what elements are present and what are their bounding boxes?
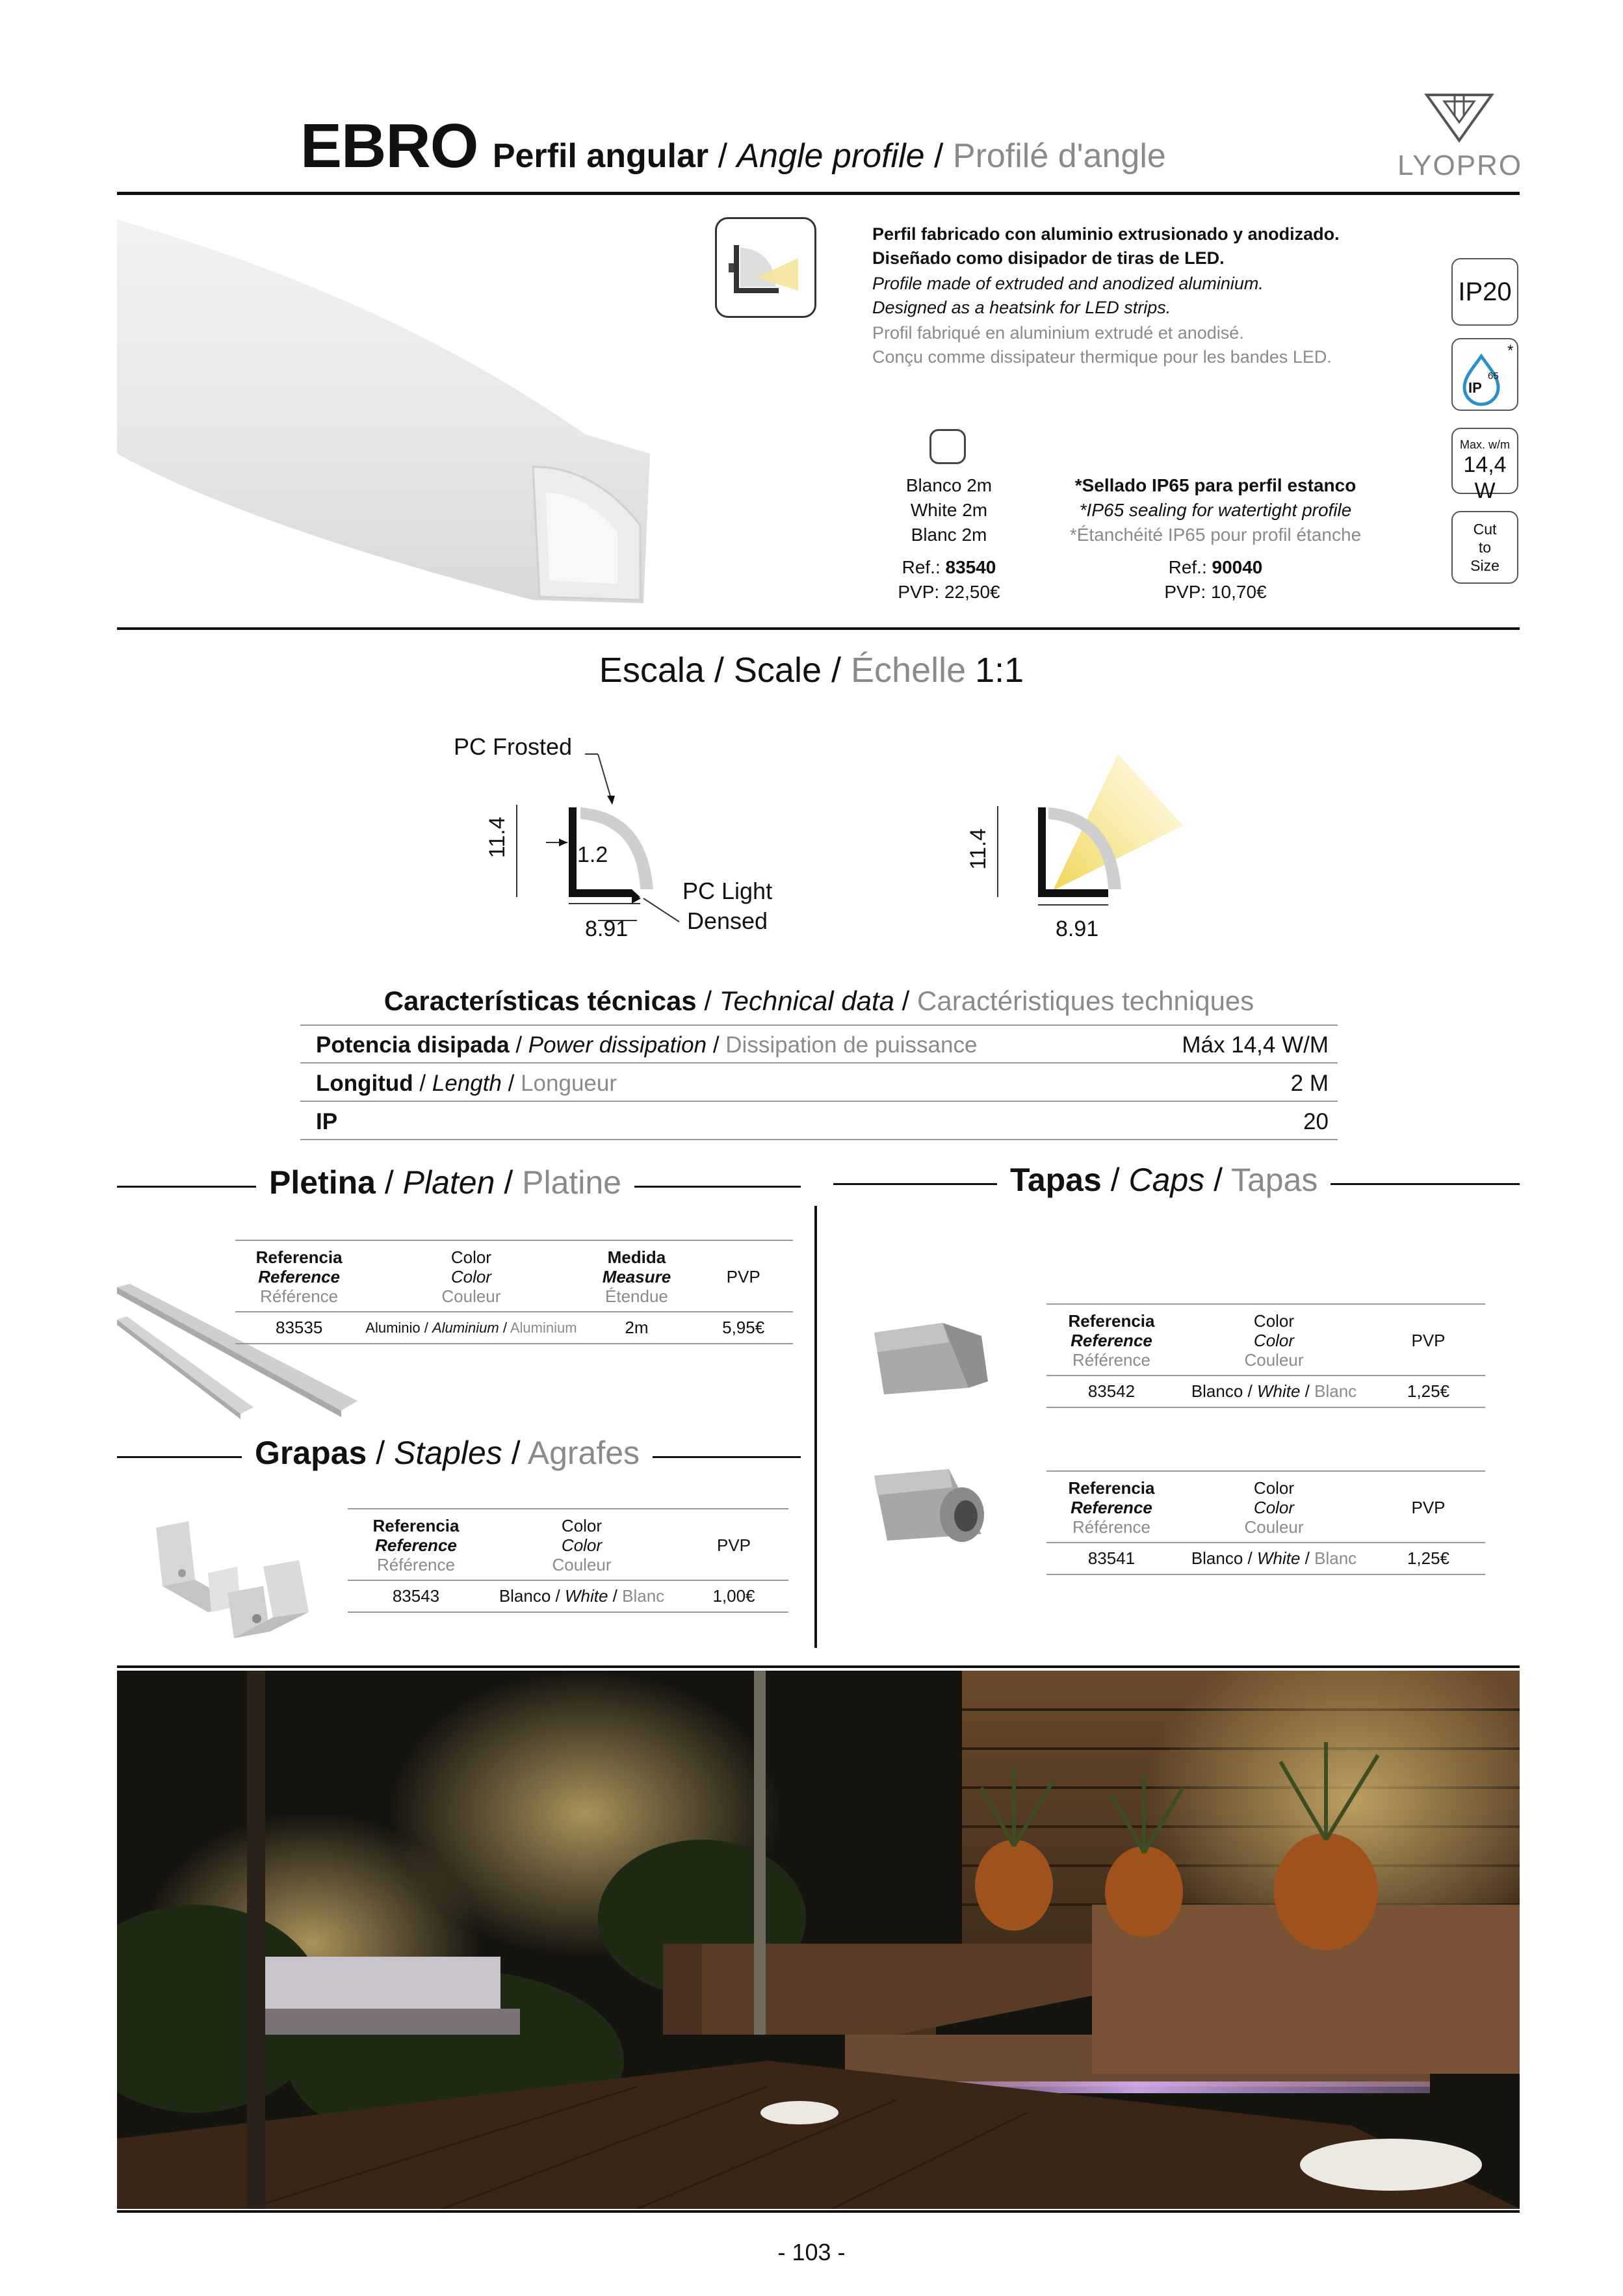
table-header [348,1509,788,1580]
ref-label: Ref.: [902,557,946,577]
desc-es-1: Perfil fabricado con aluminio extrusionado y anodizado. [872,224,1340,244]
table-row: 83543 Blanco / White / Blanc 1,00€ [348,1580,788,1612]
color-es: Blanco 2m [905,475,993,495]
scale-title [0,650,1623,690]
tech-title-fr: Caractéristiques techniques [917,985,1254,1016]
seal-ref: 90040 [1212,557,1263,577]
tech-sep: / [696,985,720,1016]
col-color-fr: Couleur [441,1286,501,1306]
col-color-fr: Couleur [1244,1517,1304,1537]
table-header [1046,1471,1485,1543]
pvp-label: PVP: [1164,582,1211,602]
staples-en: Staples [394,1435,502,1471]
caps-table-1 [1046,1303,1485,1408]
title-fr: Profilé d'angle [952,137,1166,175]
height-dim: 11.4 [485,816,510,858]
scale-ratio: 1:1 [975,651,1024,690]
col-ref-es: Referencia [1068,1311,1155,1331]
ip65-badge [1451,338,1518,411]
seal-es: *Sellado IP65 para perfil estanco [1074,475,1357,495]
product-variant [858,473,1040,605]
col-color-en: Color [1253,1331,1295,1350]
caps-sep: / [1101,1162,1129,1198]
title-sep: / [708,137,737,175]
width-dim-2: 8.91 [1056,917,1099,941]
tech-title-es: Características técnicas [383,985,697,1016]
col-ref-fr: Référence [377,1555,455,1574]
col-ref-en: Reference [375,1535,457,1555]
product-ref: 83540 [945,557,996,577]
cell-color-fr: Blanc [1314,1381,1357,1401]
cut-to-size-badge [1451,511,1518,584]
cell-ref: 83542 [1046,1376,1176,1407]
cut-label-3: Size [1470,557,1500,574]
cell-color-es: Blanco [1191,1548,1243,1568]
tech-value: 20 [1303,1109,1329,1134]
ip65-star: * [1507,342,1514,359]
staples-es: Grapas [255,1435,367,1471]
staples-table [348,1508,788,1613]
cap-image-2 [871,1463,1001,1560]
cell-ref: 83535 [235,1312,363,1344]
table-row: 83542 Blanco / White / Blanc 1,25€ [1046,1376,1485,1407]
scale-sep: / [822,651,851,690]
col-color-es: Color [561,1516,603,1535]
scale-sep: / [704,651,734,690]
tech-value: 2 M [1290,1071,1329,1096]
ip65-number: 65 [1488,371,1499,382]
cell-pvp: 5,95€ [694,1312,793,1344]
tech-label-fr: Dissipation de puissance [725,1032,978,1058]
platen-heading [256,1164,634,1201]
table-row: 83535 Aluminio / Aluminium / Aluminium 2m 5,95€ [235,1312,793,1344]
description-block [872,222,1340,369]
cell-color-en: Aluminium [432,1319,499,1336]
table-row: 83541 Blanco / White / Blanc 1,25€ [1046,1543,1485,1574]
cap-image-1 [871,1316,1001,1407]
platen-fr: Platine [522,1164,621,1201]
table-header [1046,1304,1485,1376]
color-fr: Blanc 2m [911,525,987,545]
column-divider [814,1206,817,1648]
cell-color-es: Aluminio [365,1319,421,1336]
col-measure-es: Medida [607,1247,666,1267]
cut-label-1: Cut [1473,521,1497,538]
col-measure-fr: Étendue [605,1286,668,1306]
width-dim: 8.91 [585,917,629,941]
cell-measure: 2m [580,1312,694,1344]
seal-fr: *Étanchéité IP65 pour profil étanche [1069,525,1362,545]
photo-bottom-rule [117,2210,1520,2213]
height-dim-2: 11.4 [966,828,991,870]
tech-row: Potencia disipada / Power dissipation / Dissipation de puissance Máx 14,4 W/M [300,1026,1338,1063]
col-measure-en: Measure [602,1267,671,1286]
staples-sep: / [502,1435,528,1471]
desc-en-1: Profile made of extruded and anodized aluminium. [872,274,1264,293]
ip65-label: IP [1468,380,1482,396]
photo-top-rule [117,1665,1520,1668]
col-color-es: Color [1253,1311,1295,1331]
profile-light-drawing [949,735,1222,943]
max-watt-label: Max. w/m [1459,438,1510,451]
col-ref-es: Referencia [255,1247,343,1267]
col-pvp: PVP [726,1267,760,1286]
tech-title [300,985,1338,1017]
tech-title-en: Technical data [719,985,894,1016]
staples-sep: / [367,1435,395,1471]
ref-label: Ref.: [1168,557,1212,577]
thickness-dim: 1.2 [577,842,608,867]
col-color-en: Color [450,1267,491,1286]
col-color-en: Color [1253,1498,1295,1517]
platen-sep: / [375,1164,403,1201]
brand-logo [1397,90,1521,187]
tech-row: Longitud / Length / Longueur 2 M [300,1064,1338,1102]
col-ref-en: Reference [1071,1498,1152,1517]
header-divider [117,192,1520,195]
page-number: - 103 - [777,2239,846,2265]
platen-table [235,1240,793,1344]
cell-color-en: White [1256,1548,1301,1568]
caps-heading [997,1161,1331,1199]
cell-color-fr: Blanc [622,1586,665,1606]
cell-pvp: 1,25€ [1371,1376,1485,1407]
profile-drawing [442,728,845,943]
table-header [235,1240,793,1312]
col-ref-fr: Référence [1072,1350,1150,1370]
col-color-fr: Couleur [552,1555,612,1574]
profile-section-icon [715,217,816,318]
page-title [300,111,1166,182]
col-color-fr: Couleur [1244,1350,1304,1370]
cell-color-fr: Blanc [1314,1548,1357,1568]
scale-es: Escala [599,651,705,690]
caps-es: Tapas [1010,1162,1102,1198]
cell-ref: 83541 [1046,1543,1176,1574]
product-pvp: 22,50€ [944,582,1000,602]
max-watt-badge [1451,428,1518,503]
ip65-seal-variant [1040,473,1391,605]
garden-ambience-photo [117,1671,1520,2209]
desc-fr-2: Conçu comme dissipateur thermique pour les bandes LED. [872,347,1332,367]
brand-name: LYOPRO [1397,150,1523,181]
seal-en: *IP65 sealing for watertight profile [1079,500,1352,520]
title-en: Angle profile [736,137,925,175]
cell-color-en: White [564,1586,608,1606]
tech-label-es: IP [316,1109,338,1134]
caps-table-2 [1046,1470,1485,1575]
desc-es-2: Diseñado como disipador de tiras de LED. [872,248,1225,268]
product-image [117,220,650,603]
tech-value: Máx 14,4 W/M [1182,1032,1329,1058]
max-watt-value: 14,4 W [1463,452,1507,503]
scale-en: Scale [733,651,822,690]
staples-image [149,1515,318,1645]
cut-label-2: to [1478,539,1492,556]
cell-pvp: 1,25€ [1371,1543,1485,1574]
col-ref-en: Reference [258,1267,340,1286]
caps-sep: / [1204,1162,1231,1198]
col-pvp: PVP [1411,1331,1446,1350]
tech-label-es: Longitud [316,1071,413,1096]
tech-label-en: Length [432,1071,502,1096]
col-ref-fr: Référence [1072,1517,1150,1537]
tech-label-en: Power dissipation [528,1032,707,1058]
caps-fr: Tapas [1231,1162,1318,1198]
seal-pvp: 10,70€ [1210,582,1267,602]
cell-color-es: Blanco [499,1586,551,1606]
col-pvp: PVP [1411,1498,1446,1517]
tech-label-es: Potencia disipada [316,1032,510,1058]
col-color-en: Color [561,1535,603,1555]
title-es: Perfil angular [492,137,709,175]
cell-pvp: 1,00€ [679,1580,788,1612]
caps-en: Caps [1128,1162,1205,1198]
tech-row [300,1102,1338,1140]
title-sep: / [924,137,953,175]
ip20-badge: IP20 [1451,258,1518,326]
pvp-label: PVP: [898,582,944,602]
platen-es: Pletina [269,1164,376,1201]
col-color-es: Color [1253,1478,1295,1498]
color-en: White 2m [910,500,988,520]
cell-color-en: White [1256,1381,1301,1401]
col-ref-es: Referencia [1068,1478,1155,1498]
col-ref-es: Referencia [372,1516,460,1535]
staples-fr: Agrafes [527,1435,640,1471]
section-divider [117,627,1520,630]
cell-ref: 83543 [348,1580,484,1612]
tech-label-fr: Longueur [521,1071,617,1096]
desc-fr-1: Profil fabriqué en aluminium extrudé et anodisé. [872,323,1244,343]
col-pvp: PVP [716,1535,751,1555]
pc-frosted-label: PC Frosted [454,733,573,760]
pc-light-1: PC Light [682,878,773,904]
scale-fr: Échelle [851,651,967,690]
tech-sep: / [894,985,918,1016]
product-name: EBRO [300,111,478,181]
col-ref-fr: Référence [260,1286,339,1306]
pc-light-2: Densed [686,907,768,934]
col-color-es: Color [450,1247,491,1267]
pc-light-label [682,876,772,936]
desc-en-2: Designed as a heatsink for LED strips. [872,298,1171,317]
staples-heading [242,1434,653,1472]
platen-sep: / [495,1164,523,1201]
cell-color-fr: Aluminium [510,1319,577,1336]
col-ref-en: Reference [1071,1331,1152,1350]
white-color-swatch [929,429,966,464]
cell-color-es: Blanco [1191,1381,1243,1401]
platen-en: Platen [402,1164,495,1201]
